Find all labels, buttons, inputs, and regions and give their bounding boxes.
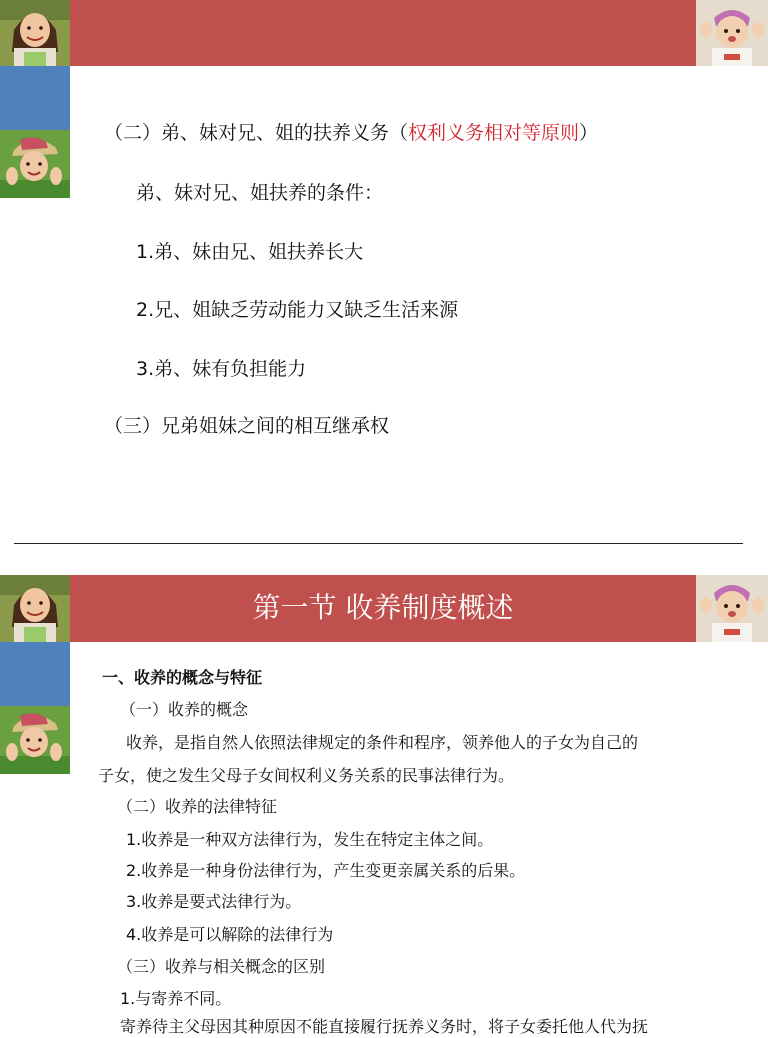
baby-photo-right	[696, 0, 768, 66]
header-banner	[0, 0, 768, 66]
slide-divider	[14, 543, 743, 544]
condition-item: 1.弟、妹由兄、姐扶养长大	[136, 241, 364, 263]
inheritance-heading: （三）兄弟姐妹之间的相互继承权	[104, 415, 390, 437]
girl-hat-photo	[0, 706, 70, 774]
conditions-title: 弟、妹对兄、姐扶养的条件：	[136, 182, 384, 204]
adoption-concept-subheading: （一）收养的概念	[120, 700, 249, 719]
section-title: 第一节 收养制度概述	[252, 591, 514, 624]
cut-off-line: 寄养待主父母因其种原因不能直接履行抚养义务时，将子女委托他人代为抚	[120, 1017, 649, 1036]
condition-item: 3.弟、妹有负担能力	[136, 358, 307, 380]
principle-highlight: 权利义务相对等原则	[408, 122, 580, 144]
girl-hat-photo	[0, 130, 70, 198]
condition-item: 2.兄、姐缺乏劳动能力又缺乏生活来源	[136, 299, 459, 321]
feature-item: 2.收养是一种身份法律行为，产生变更亲属关系的后果。	[126, 861, 526, 880]
heading-suffix: ）	[579, 122, 599, 144]
feature-item: 4.收养是可以解除的法律行为	[126, 925, 334, 944]
distinction-item: 1.与寄养不同。	[120, 989, 232, 1008]
definition-line: 收养，是指自然人依照法律规定的条件和程序，领养他人的子女为自己的	[126, 733, 639, 752]
definition-line: 子女，使之发生父母子女间权利义务关系的民事法律行为。	[98, 766, 515, 785]
distinction-subheading: （三）收养与相关概念的区别	[117, 957, 326, 976]
girl-photo-left	[0, 0, 70, 66]
feature-item: 1.收养是一种双方法律行为，发生在特定主体之间。	[126, 830, 494, 849]
sibling-support-heading	[104, 121, 598, 145]
accent-block	[0, 642, 70, 706]
heading-prefix: （二）弟、妹对兄、姐的扶养义务（	[104, 122, 409, 144]
baby-photo-right	[696, 575, 768, 642]
accent-block	[0, 66, 70, 130]
feature-item: 3.收养是要式法律行为。	[126, 892, 302, 911]
legal-features-subheading: （二）收养的法律特征	[117, 797, 278, 816]
adoption-heading: 一、收养的概念与特征	[102, 668, 263, 687]
girl-photo-left	[0, 575, 70, 642]
